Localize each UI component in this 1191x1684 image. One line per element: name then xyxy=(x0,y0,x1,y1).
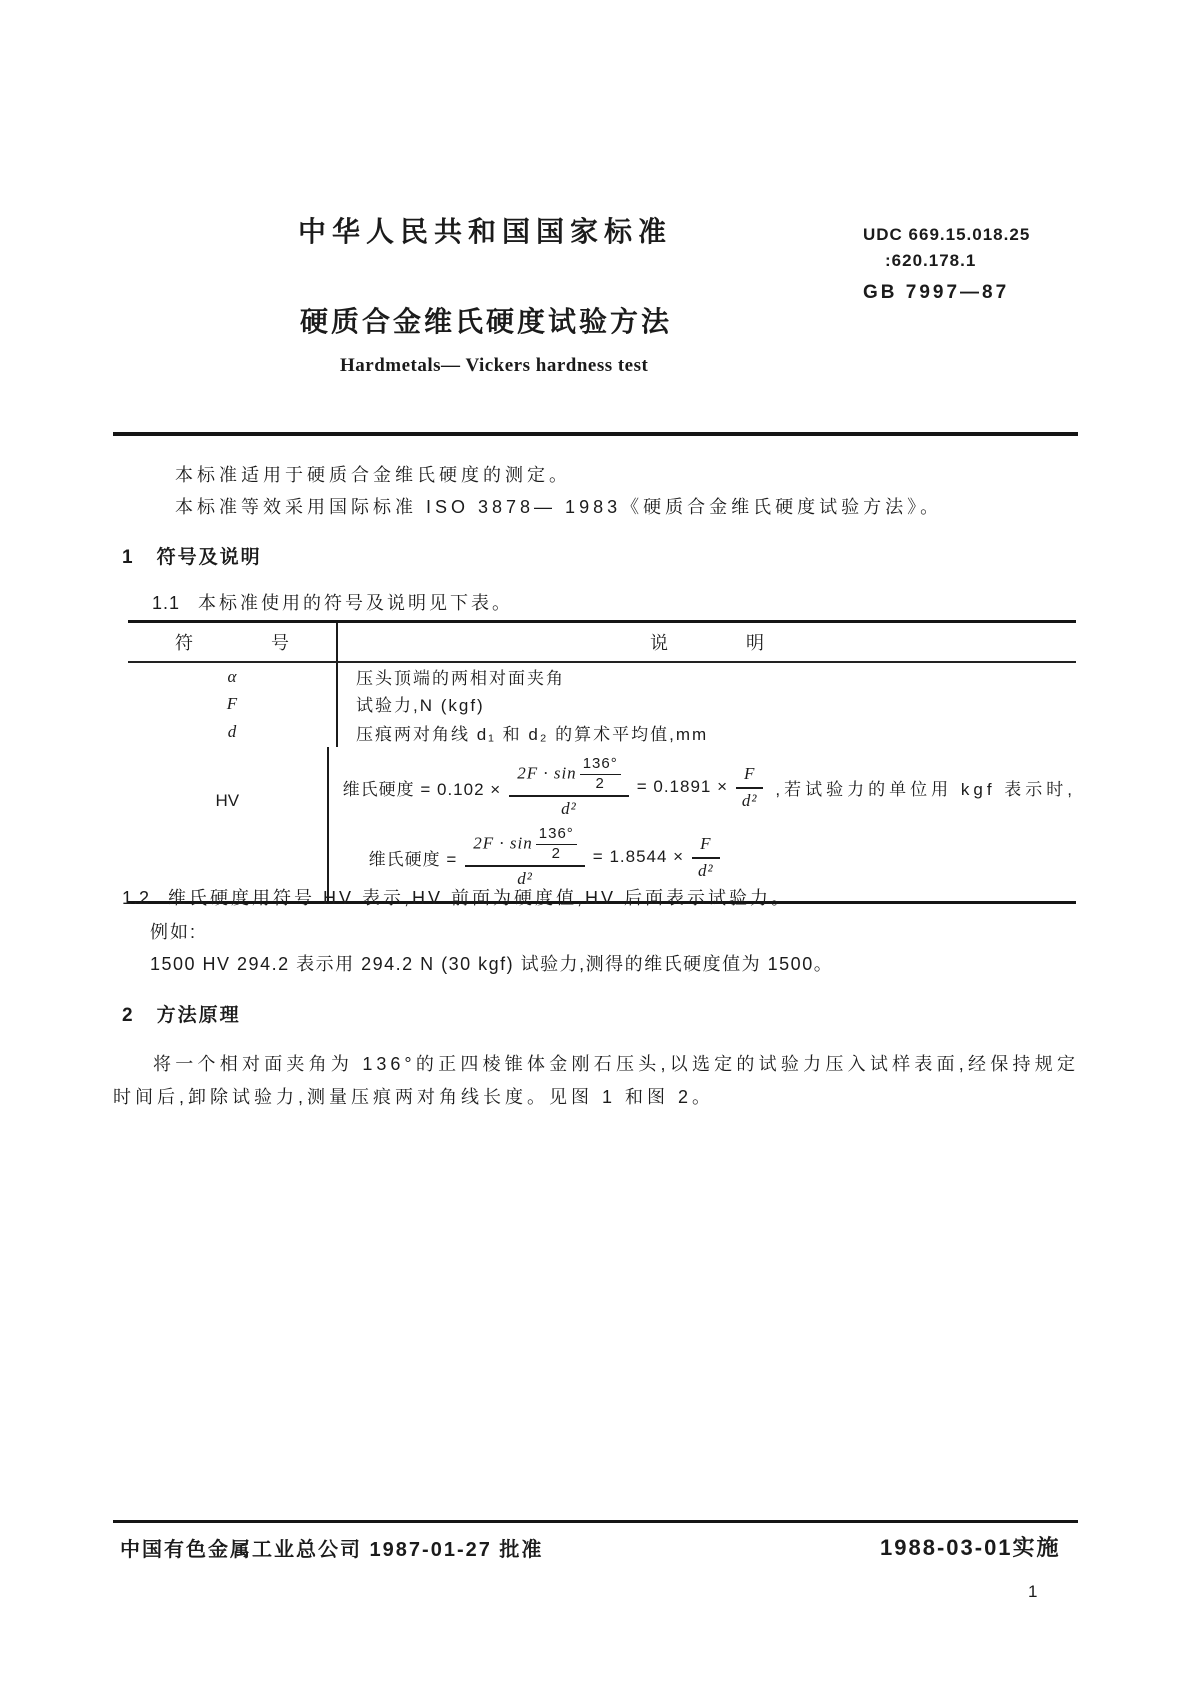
udc-line1: UDC 669.15.018.25 xyxy=(863,225,1031,244)
table-header-row xyxy=(128,623,1076,663)
table-row xyxy=(128,690,1076,717)
scope-statement: 本标准适用于硬质合金维氏硬度的测定。 xyxy=(175,465,571,485)
symbol-f-description: 试验力,N (kgf) xyxy=(336,690,1076,717)
section-1-title: 符号及说明 xyxy=(156,547,262,568)
header-divider-rule xyxy=(113,432,1078,436)
section-2-number: 2 xyxy=(122,1005,135,1026)
page-number: 1 xyxy=(1028,1582,1038,1601)
hv-formula-newton: 维氏硬度 = 0.102 × 2F · sin $\frac{136^\circ}{2}$ d² = 0.1891 × $\frac{F}{\text{d²}}$ ,若试验力的单位用 kgf 表示时, xyxy=(342,755,1076,818)
approval-authority-date: 中国有色金属工业总公司 1987-01-27 批准 xyxy=(120,1539,544,1561)
symbol-d-description: 压痕两对角线 d₁ 和 d₂ 的算术平均值,mm xyxy=(336,717,1076,747)
symbol-f: F xyxy=(226,693,238,713)
fraction: $\frac{F}{\text{d²}}$ xyxy=(692,833,719,881)
section-1-heading xyxy=(122,542,262,569)
inner-fraction: $\frac{136^\circ}{2}$ xyxy=(580,756,621,792)
symbol-alpha-description: 压头顶端的两相对面夹角 xyxy=(336,663,1076,690)
standard-number: GB 7997—87 xyxy=(863,282,1010,303)
fraction: $\frac{F}{\text{d²}}$ xyxy=(736,763,763,811)
example-label: 例如: xyxy=(150,922,198,942)
symbol-column-header: 符号 xyxy=(175,633,367,653)
section-1-number: 1 xyxy=(122,547,135,568)
hv-formula-kgf: 维氏硬度 = 2F · sin $\frac{136^\circ}{2}$ d² = 1.8544 × $\frac{F}{\text{d²}}$ xyxy=(369,825,728,889)
section-2-heading xyxy=(122,1000,241,1027)
fraction: 2F · sin $\frac{136^\circ}{2}$ d² xyxy=(509,755,629,819)
hv-formula-cell xyxy=(327,747,1076,901)
iso-equivalence-statement: 本标准等效采用国际标准 ISO 3878— 1983《硬质合金维氏硬度试验方法》。 xyxy=(175,497,943,517)
method-principle-paragraph: 将一个相对面夹角为 136°的正四棱锥体金刚石压头,以选定的试验力压入试样表面,经保持规定时间后,卸除试验力,测量压痕两对角线长度。见图 1 和图 2。 xyxy=(113,1054,1079,1107)
clause-1-1-text: 本标准使用的符号及说明见下表。 xyxy=(198,593,514,613)
document-title: 硬质合金维氏硬度试验方法 xyxy=(300,306,673,337)
footer-divider-rule xyxy=(113,1520,1078,1523)
clause-1-1-number: 1.1 xyxy=(152,593,181,613)
clause-1-1 xyxy=(152,589,513,615)
udc-line2: :620.178.1 xyxy=(885,251,977,270)
description-column-header: 说明 xyxy=(336,623,1076,661)
symbol-hv: HV xyxy=(215,791,240,810)
national-standard-banner: 中华人民共和国国家标准 xyxy=(298,216,673,247)
section-2-title: 方法原理 xyxy=(156,1005,241,1026)
implementation-date: 1988-03-01实施 xyxy=(880,1535,1061,1560)
table-row xyxy=(128,717,1076,747)
clause-1-2-text: 维氏硬度用符号 HV 表示,HV 前面为硬度值,HV 后面表示试验力。 xyxy=(168,888,793,908)
table-row xyxy=(128,663,1076,690)
symbol-alpha: α xyxy=(227,666,237,686)
fraction: 2F · sin $\frac{136^\circ}{2}$ d² xyxy=(465,825,585,889)
table-row-hv xyxy=(128,747,1076,901)
inner-fraction: $\frac{136^\circ}{2}$ xyxy=(536,826,577,862)
clause-1-2-number: 1.2 xyxy=(122,888,151,908)
example-text: 1500 HV 294.2 表示用 294.2 N (30 kgf) 试验力,测得的维氏硬度值为 1500。 xyxy=(150,954,834,974)
symbol-d: d xyxy=(227,722,237,741)
document-title-english: Hardmetals— Vickers hardness test xyxy=(340,355,649,376)
udc-classification xyxy=(863,222,1030,274)
clause-1-2 xyxy=(122,884,792,910)
symbols-table xyxy=(128,620,1076,904)
